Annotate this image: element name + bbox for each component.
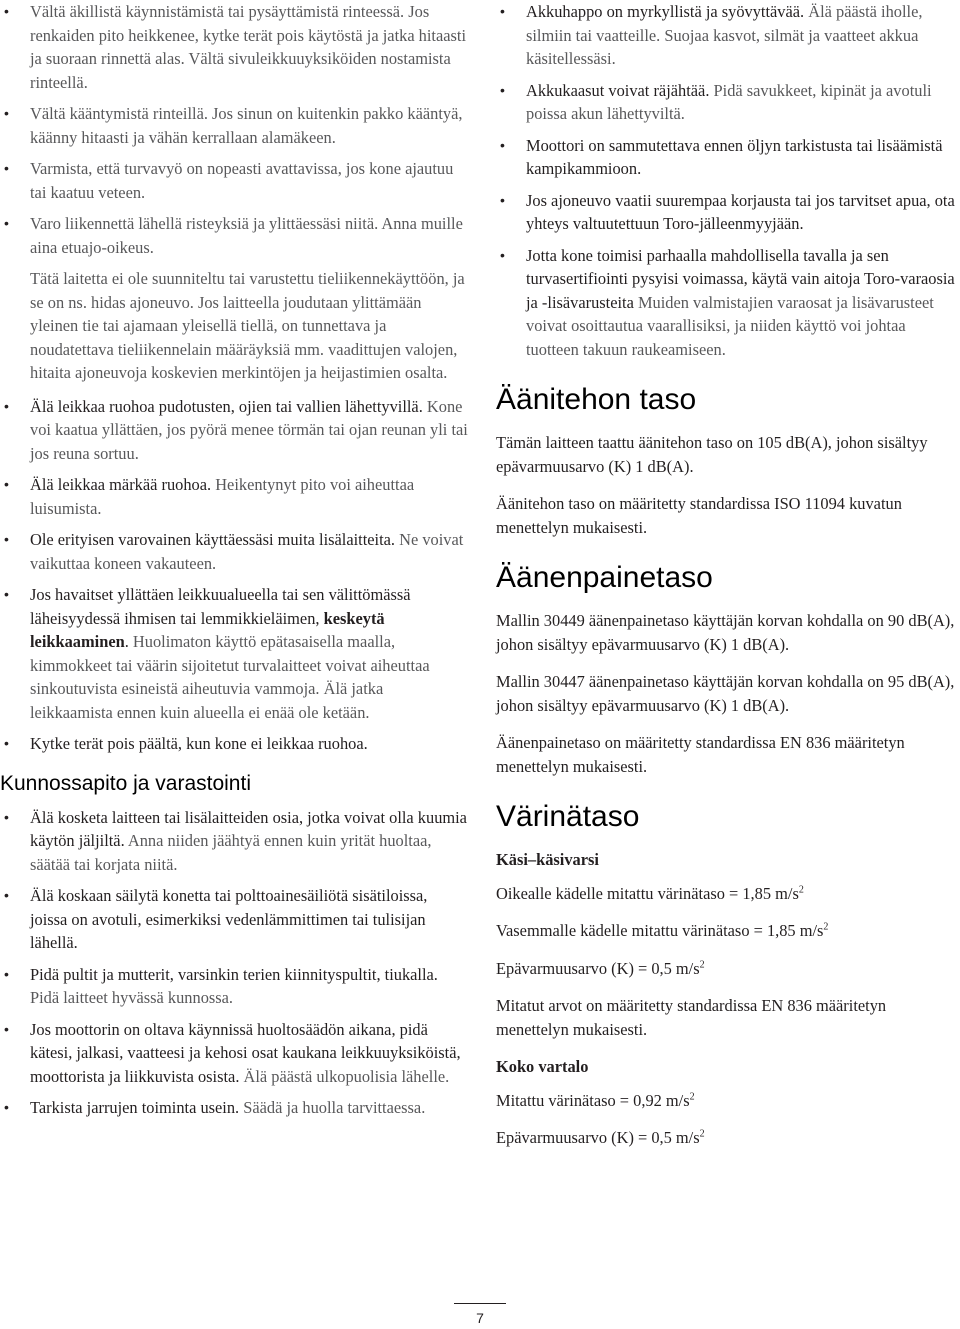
right-hand-vibration: Oikealle kädelle mitattu värinätaso = 1,85 $m/s^2$ xyxy=(496,883,804,903)
sound-power-standard: Äänitehon taso on määritetty standardissa ISO 11094 kuvatun menettelyn mukaisesti. xyxy=(496,494,902,537)
vibration-heading: Värinätaso xyxy=(496,800,640,833)
sound-pressure-heading: Äänenpainetaso xyxy=(496,561,713,594)
item-detail: Varmista, että turvavyö on nopeasti avattavissa, jos kone ajautuu tai kaatuu veteen. xyxy=(30,159,454,202)
whole-body-vibration: Mitattu värinätaso = 0,92 $m/s^2$ xyxy=(496,1090,695,1110)
whole-body-heading: Koko vartalo xyxy=(496,1057,589,1076)
list-item: • Akkuhappo on myrkyllistä ja syövyttävää. Älä päästä iholle, silmiin tai vaatteille. Suojaa kasvot, silmät ja vaatteet akkua käsitellessäsi. xyxy=(496,0,960,71)
list-item: • Moottori on sammutettava ennen öljyn tarkistusta tai lisäämistä kampikammioon. xyxy=(496,134,960,181)
vibration-standard: Mitatut arvot on määritetty standardissa EN 836 määritetyn menettelyn mukaisesti. xyxy=(496,996,887,1039)
sound-power-heading: Äänitehon taso xyxy=(496,383,697,416)
list-item: • Jos ajoneuvo vaatii suurempaa korjausta tai jos tarvitset apua, ota yhteys valtuutettuun Toro-jälleenmyyjään. xyxy=(496,189,960,236)
item-detail: Vältä äkillistä käynnistämistä tai pysäyttämistä rinteessä. Jos renkaiden pito heikkenee, kytke terät pois käytöstä ja jatka hitaasti ja suoraan rinnettä alas. Vältä sivuleikkuuyksiköiden nostamista rinteellä. xyxy=(30,2,467,92)
list-item: • Jotta kone toimisi parhaalla mahdollisella tavalla ja sen turvasertifiointi pysyisi voimassa, käytä vain aitoja Toro-varaosia ja -lisävarusteita Muiden valmistajien varaosat ja lisävarusteet voivat osoittautua vaarallisiksi, ja niiden käyttö voi johtaa tuotteen takuun raukeamiseen. xyxy=(496,244,960,362)
list-item: • Älä kosketa laitteen tai lisälaitteiden osia, jotka voivat olla kuumia käytön jäljiltä. Anna niiden jäähtyä ennen kuin yrität huoltaa, säätää tai korjata niitä. xyxy=(0,806,468,877)
sound-pressure-30447: Mallin 30447 äänenpainetaso käyttäjän korvan kohdalla on 95 dB(A), johon sisältyy epävarmuusarvo (K) 1 dB(A). xyxy=(496,672,955,715)
battery-list xyxy=(0,0,960,361)
footer-rule xyxy=(454,1303,506,1304)
stop-mowing-emphasis: keskeytä leikkaaminen xyxy=(30,608,385,651)
hand-uncertainty: Epävarmuusarvo (K) = 0,5 $m/s^2$ xyxy=(496,958,705,978)
road-use-note: Tätä laitetta ei ole suunniteltu tai varustettu tieliikennekäyttöön, ja se on ns. hidas ajoneuvo. Jos laitteella joudutaan ylittämään yleinen tie tai ajamaan yleisellä tiellä, on tunnettava ja noudatettava tieliikennelain määräyksiä mm. vaadittujen valojen, hitaita ajoneuvoja koskevien merkintöjen ja heijastimien osalta. xyxy=(30,269,465,382)
sound-pressure-30449: Mallin 30449 äänenpainetaso käyttäjän korvan kohdalla on 90 dB(A), johon sisältyy epävarmuusarvo (K) 1 dB(A). xyxy=(496,611,955,654)
list-item: • Jos moottorin on oltava käynnissä huoltosäädön aikana, pidä kätesi, jalkasi, vaatteesi ja kehosi osat kaukana leikkuuyksiköistä, moottorista ja liikkuvista osista. Älä päästä ulkopuolisia lähelle. xyxy=(0,1018,468,1089)
list-item: • Pidä pultit ja mutterit, varsinkin terien kiinnityspultit, tiukalla. Pidä laitteet hyvässä kunnossa. xyxy=(0,963,468,1010)
item-detail: Vältä kääntymistä rinteillä. Jos sinun on kuitenkin pakko kääntyä, käänny hitaasti ja vähän kerrallaan alamäkeen. xyxy=(30,104,463,147)
maintenance-list xyxy=(0,806,468,1120)
item-detail: Varo liikennettä lähellä risteyksiä ja ylittäessäsi niitä. Anna muille aina etuajo-oikeus. xyxy=(30,214,463,257)
safety-list-mid xyxy=(0,395,468,756)
right-column xyxy=(496,0,960,1164)
list-item: • Älä koskaan säilytä konetta tai polttoainesäiliötä sisätiloissa, joissa on avotuli, esimerkiksi vedenlämmittimen tai tulisijan lähellä. xyxy=(0,884,468,955)
list-item: • Akkukaasut voivat räjähtää. Pidä savukkeet, kipinät ja avotuli poissa akun lähettyviltä. xyxy=(496,79,960,126)
hand-arm-heading: Käsi–käsivarsi xyxy=(496,850,599,869)
page-number: 7 xyxy=(476,1310,484,1326)
list-item: • Tarkista jarrujen toiminta usein. Säädä ja huolla tarvittaessa. xyxy=(0,1096,468,1120)
sound-pressure-standard: Äänenpainetaso on määritetty standardissa EN 836 määritetyn menettelyn mukaisesti. xyxy=(496,733,905,776)
list-item: • Kytke terät pois päältä, kun kone ei leikkaa ruohoa. xyxy=(0,732,468,756)
whole-body-uncertainty: Epävarmuusarvo (K) = 0,5 $m/s^2$ xyxy=(496,1128,705,1147)
maintenance-heading: Kunnossapito ja varastointi xyxy=(0,771,251,795)
list-item: • Ole erityisen varovainen käyttäessäsi muita lisälaitteita. Ne voivat vaikuttaa koneen vakauteen. xyxy=(0,528,468,575)
list-item: • Älä leikkaa märkää ruohoa. Heikentynyt pito voi aiheuttaa luisumista. xyxy=(0,473,468,520)
list-item: • Älä leikkaa ruohoa pudotusten, ojien tai vallien lähettyvillä. Kone voi kaatua yllättäen, jos pyörä menee törmän tai ojan reunan yli tai jos reuna sortuu. xyxy=(0,395,468,466)
left-hand-vibration: Vasemmalle kädelle mitattu värinätaso = 1,85 $m/s^2$ xyxy=(496,921,829,940)
list-item: • Jos havaitset yllättäen leikkuualueella tai sen välittömässä läheisyydessä ihmisen tai lemmikkieläimen, keskeytä leikkaaminen. Huolimaton käyttö epätasaisella maalla, kimmokkeet tai väärin sijoitetut turvalaitteet voivat aiheuttaa sinkoutuvista esineistä aiheutuvia vammoja. Älä jatka leikkaamista ennen kuin alueella ei enää ole ketään. xyxy=(0,583,468,724)
sound-power-text: Tämän laitteen taattu äänitehon taso on 105 dB(A), johon sisältyy epävarmuusarvo (K) 1 dB(A). xyxy=(496,433,928,476)
